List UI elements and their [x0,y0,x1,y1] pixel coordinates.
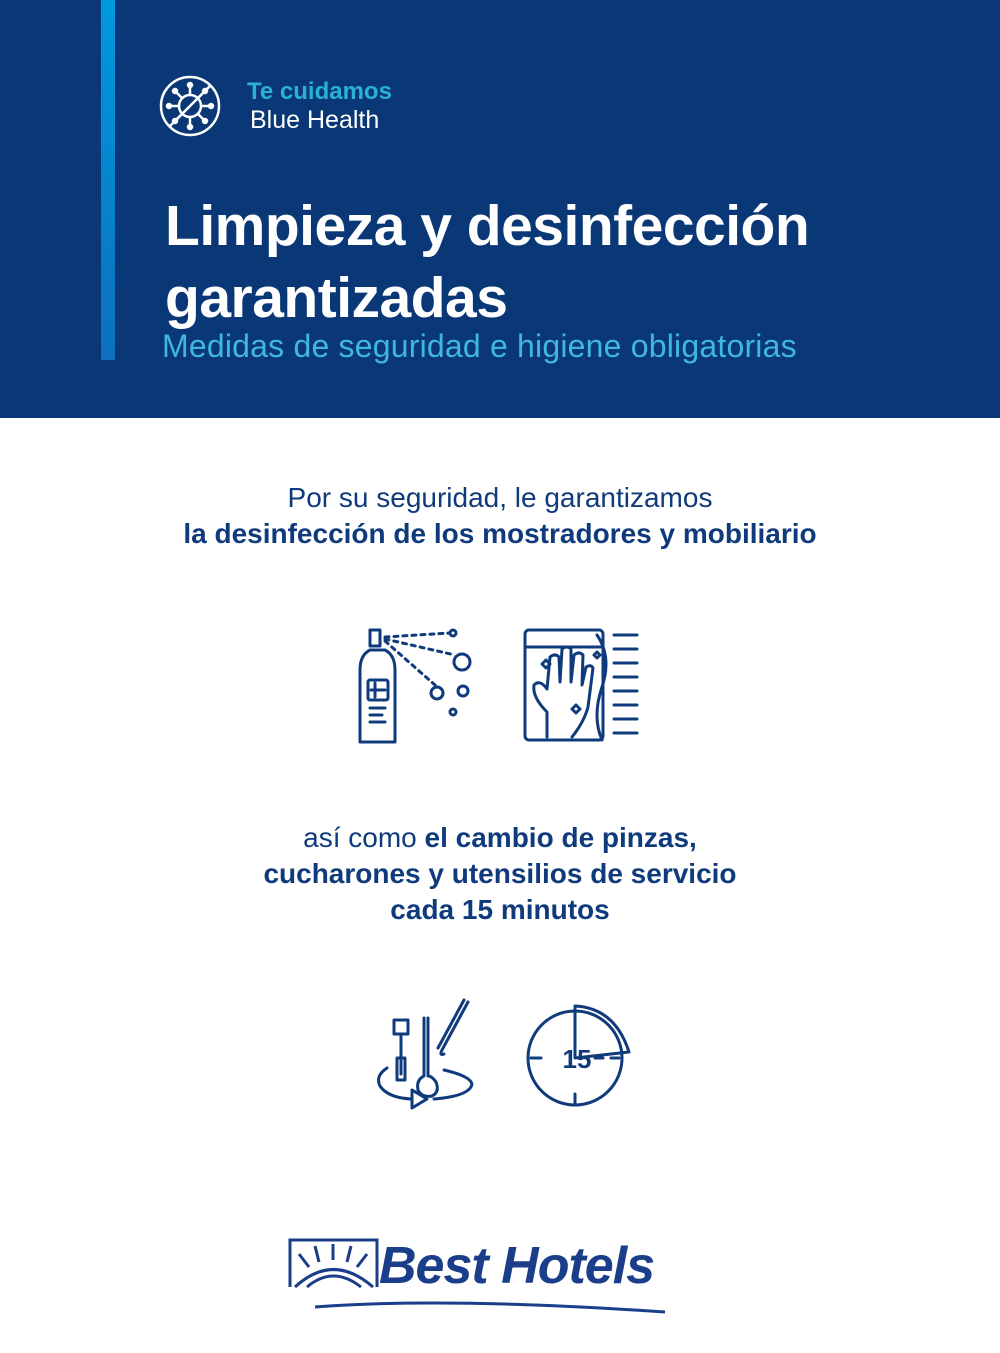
section2-line1-bold: el cambio de pinzas, [424,822,697,853]
section1-line1: Por su seguridad, le garantizamos [287,482,713,513]
section2-line3: cada 15 minutos [390,894,610,925]
accent-bar [101,0,115,360]
best-hotels-logo [285,1232,725,1322]
tag-line-secondary: Blue Health [250,106,380,134]
timer-label: 15 [562,1044,592,1074]
timer-15-icon [525,1002,633,1110]
header-banner [0,0,1000,418]
section2-line2: cucharones y utensilios de servicio [263,858,737,889]
logo-wordmark: Best Hotels [379,1237,655,1295]
virus-icon [159,75,221,137]
section2-line1 [0,820,1000,856]
section2-text [0,820,1000,928]
page-title [165,190,965,334]
section1-text [0,480,1000,552]
section1-line2: la desinfección de los mostradores y mobiliario [183,518,817,549]
tag-line-primary: Te cuidamos [247,78,392,105]
page-subtitle: Medidas de seguridad e higiene obligatorias [162,328,797,364]
section2-line1-regular: así como [303,822,425,853]
disinfectant-spray-icon [355,625,480,747]
wipe-surface-icon [522,627,642,747]
title-line-2: garantizadas [165,266,508,330]
title-line-1: Limpieza y desinfección [165,194,810,258]
utensil-change-icon [372,998,480,1114]
